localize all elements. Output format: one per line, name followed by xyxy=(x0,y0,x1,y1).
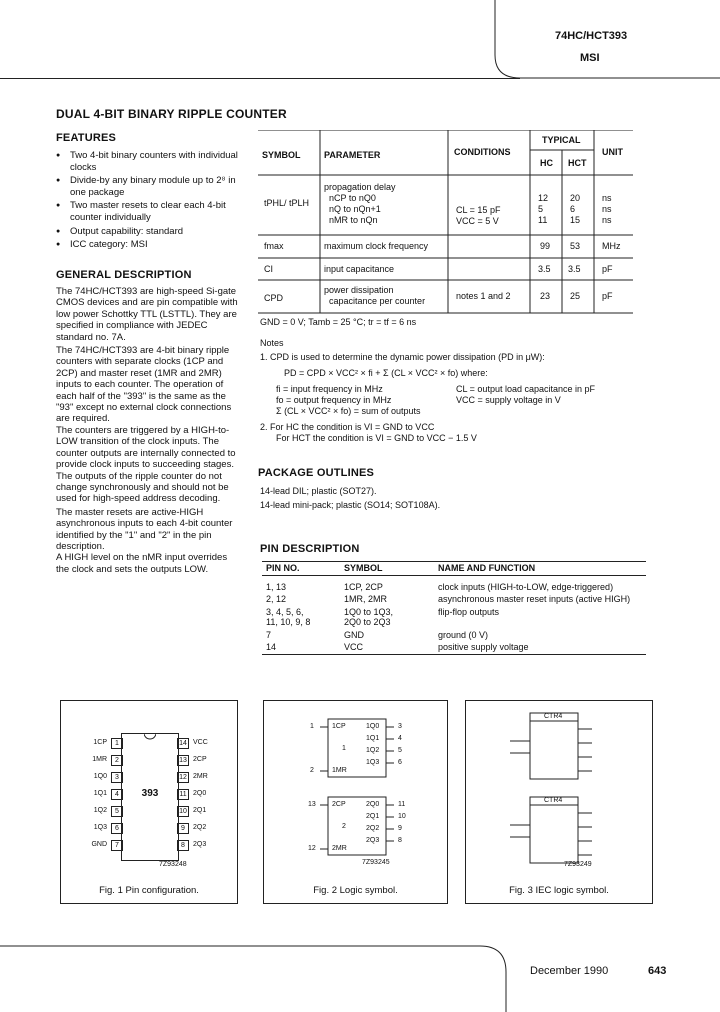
pin-symbol: VCC xyxy=(344,642,364,652)
fig2-out: 2Q0 xyxy=(366,801,380,808)
spec-row-hc: 23 xyxy=(540,291,551,301)
pin-number: 14 xyxy=(266,642,277,652)
footer-curve xyxy=(0,940,720,1012)
pin-header-function: NAME AND FUNCTION xyxy=(438,563,536,573)
spec-header-parameter: PARAMETER xyxy=(324,150,381,160)
pin-number: 1, 13 xyxy=(266,581,287,592)
pin-function: asynchronous master reset inputs (active HIGH) xyxy=(438,594,631,604)
header-rule xyxy=(0,78,520,79)
fig2-out-pin: 6 xyxy=(398,759,402,766)
fig3-caption: Fig. 3 IEC logic symbol. xyxy=(509,885,609,896)
spec-header-unit: UNIT xyxy=(602,147,623,157)
general-p3: The counters are triggered by a HIGH-to-LOW transition of the clock inputs. The counter outputs are internally connected to provide clock inputs to succeeding stages. The outputs of the ripple counter do not change synchronously and should not be used for high-speed address decoding. xyxy=(56,424,236,505)
general-p1: The 74HC/HCT393 are high-speed Si-gate CMOS devices and are pin compatible with low power Schottky TTL (LSTTL). They are specified in compliance with JEDEC standard no. 7A. xyxy=(56,286,238,343)
note-2a: 2. For HC the condition is VI = GND to VCC xyxy=(260,422,435,432)
general-heading: GENERAL DESCRIPTION xyxy=(56,269,192,281)
spec-row-symbol: fmax xyxy=(264,241,284,251)
spec-header-typical: TYPICAL xyxy=(542,135,581,145)
spec-row-parameter: propagation delay nCP to nQ0 nQ to nQn+1 nMR to nQn xyxy=(324,182,396,225)
pin-number: 3, 4, 5, 6, 11, 10, 9, 8 xyxy=(266,606,311,627)
fig1-caption: Fig. 1 Pin configuration. xyxy=(99,885,199,896)
pin-number: 13 xyxy=(177,755,189,766)
note-1: 1. CPD is used to determine the dynamic power dissipation (PD in μW): xyxy=(260,352,545,362)
feature-item: ● Two master resets to clear each 4-bit counter individually xyxy=(56,200,240,223)
general-description xyxy=(56,286,242,575)
fig2-top-mr-pin: 2 xyxy=(310,767,314,774)
spec-row-unit: pF xyxy=(602,291,613,301)
fig1-pin-configuration xyxy=(60,700,238,904)
pin-number: 3 xyxy=(111,772,123,783)
fig2-bot-mr-pin: 12 xyxy=(308,845,316,852)
fig2-out: 2Q2 xyxy=(366,825,380,832)
pin-symbol: 1Q0 to 1Q3, 2Q0 to 2Q3 xyxy=(344,606,394,627)
pin-number: 14 xyxy=(177,738,189,749)
table-row xyxy=(262,641,646,654)
fig2-bot-mr: 2MR xyxy=(332,845,347,852)
spec-header-conditions: CONDITIONS xyxy=(454,147,511,157)
package-dil: 14-lead DIL; plastic (SOT27). xyxy=(260,486,377,496)
spec-header-symbol: SYMBOL xyxy=(262,150,301,160)
pin-function: flip-flop outputs xyxy=(438,606,500,617)
note-sum: Σ (CL × VCC² × fo) = sum of outputs xyxy=(276,406,421,416)
pin-name: 1CP xyxy=(93,739,107,746)
pin-number: 1 xyxy=(111,738,123,749)
fig3-code: 7Z93249 xyxy=(564,861,592,868)
fig2-out-pin: 8 xyxy=(398,837,402,844)
table-row xyxy=(262,593,646,606)
note-cl: CL = output load capacitance in pF xyxy=(456,384,596,394)
pin-number: 8 xyxy=(177,840,189,851)
pin-number: 11 xyxy=(177,789,189,800)
fig2-out: 1Q1 xyxy=(366,735,380,742)
chip-label: 393 xyxy=(141,788,159,799)
pin-number: 7 xyxy=(266,629,272,640)
pin-number: 7 xyxy=(111,840,123,851)
category-label: MSI xyxy=(580,52,600,64)
pin-number: 6 xyxy=(111,823,123,834)
pin-symbol: 1CP, 2CP xyxy=(344,581,383,592)
pin-name: 1Q0 xyxy=(93,773,107,780)
fig2-code: 7Z93245 xyxy=(362,859,390,866)
package-minipack: 14-lead mini-pack; plastic (SO14; SOT108A). xyxy=(260,500,441,510)
feature-item: ● Divide-by any binary module up to 2⁸ in one package xyxy=(56,175,240,198)
spec-header-hc: HC xyxy=(540,158,553,168)
spec-row-hc: 99 xyxy=(540,241,551,251)
pin-number: 12 xyxy=(177,772,189,783)
fig2-out-pin: 9 xyxy=(398,825,402,832)
pin-name: 2Q3 xyxy=(193,841,207,848)
package-heading: PACKAGE OUTLINES xyxy=(258,467,375,479)
fig2-out: 1Q2 xyxy=(366,747,380,754)
spec-footer: GND = 0 V; Tamb = 25 °C; tr = tf = 6 ns xyxy=(260,317,417,327)
spec-row-hc: 12 5 11 xyxy=(538,193,549,225)
note-fi: fi = input frequency in MHz xyxy=(276,384,383,394)
fig2-bot-cp-pin: 13 xyxy=(308,801,316,808)
fig2-top-mr: 1MR xyxy=(332,767,347,774)
note-vcc: VCC = supply voltage in V xyxy=(456,395,561,405)
pin-name: 2Q2 xyxy=(193,824,207,831)
pin-name: VCC xyxy=(193,739,208,746)
fig2-bot-cp: 2CP xyxy=(332,801,346,808)
spec-header-hct: HCT xyxy=(568,158,587,168)
note-formula: PD = CPD × VCC² × fi + Σ (CL × VCC² × fo) where: xyxy=(284,368,488,378)
fig3-ctr-bottom: CTR4 xyxy=(544,797,563,804)
fig2-out: 1Q3 xyxy=(366,759,380,766)
pin-name: 2CP xyxy=(193,756,207,763)
pin-name: 2MR xyxy=(193,773,208,780)
pin-function: clock inputs (HIGH-to-LOW, edge-triggered) xyxy=(438,581,614,592)
pin-name: GND xyxy=(91,841,107,848)
general-p2: The 74HC/HCT393 are 4-bit binary ripple counters with separate clocks (1CP and 2CP) and master reset (1MR and 2MR) inputs to each counter. The operation of each half of the "393" is the same as the "93" except no external clock connections are required. xyxy=(56,345,232,425)
spec-row-parameter: maximum clock frequency xyxy=(324,241,429,251)
pin-name: 1Q3 xyxy=(93,824,107,831)
pin-name: 2Q0 xyxy=(193,790,207,797)
fig2-out: 1Q0 xyxy=(366,723,380,730)
pin-number: 9 xyxy=(177,823,189,834)
pin-number: 4 xyxy=(111,789,123,800)
feature-item: ● Output capability: standard xyxy=(56,226,240,238)
pin-header-no: PIN NO. xyxy=(266,563,300,573)
page-title: DUAL 4-BIT BINARY RIPPLE COUNTER xyxy=(56,107,287,121)
footer-date: December 1990 xyxy=(530,965,609,977)
fig2-logic-symbol xyxy=(263,700,448,904)
spec-row-hct: 53 xyxy=(570,241,581,251)
feature-item: ● Two 4-bit binary counters with individual clocks xyxy=(56,150,240,173)
part-number: 74HC/HCT393 xyxy=(555,30,628,42)
spec-row-unit: ns ns ns xyxy=(602,193,612,225)
spec-row-parameter: input capacitance xyxy=(324,264,395,274)
fig2-out-pin: 10 xyxy=(398,813,406,820)
spec-row-unit: pF xyxy=(602,264,613,274)
pin-name: 1Q2 xyxy=(93,807,107,814)
pin-desc-table xyxy=(262,561,646,655)
pin-desc-heading: PIN DESCRIPTION xyxy=(260,543,360,555)
table-row xyxy=(262,629,646,642)
fig2-out-pin: 5 xyxy=(398,747,402,754)
general-p5: A HIGH level on the nMR input overrides the clock and sets the outputs LOW. xyxy=(56,552,228,575)
pin-header-symbol: SYMBOL xyxy=(344,563,383,573)
fig2-out-pin: 11 xyxy=(398,801,406,808)
fig1-code: 7Z93248 xyxy=(159,861,187,868)
fig2-top-cp: 1CP xyxy=(332,723,346,730)
fig2-top-num: 1 xyxy=(342,745,346,752)
fig2-out-pin: 4 xyxy=(398,735,402,742)
spec-row-symbol: tPHL/ tPLH xyxy=(264,198,310,208)
note-2b: For HCT the condition is VI = GND to VCC − 1.5 V xyxy=(276,433,477,443)
pin-number: 5 xyxy=(111,806,123,817)
fig2-out: 2Q3 xyxy=(366,837,380,844)
spec-row-hc: 3.5 xyxy=(538,264,551,274)
fig3-iec-logic-symbol xyxy=(465,700,653,904)
fig2-caption: Fig. 2 Logic symbol. xyxy=(313,885,398,896)
features-list xyxy=(56,150,240,253)
spec-row-conditions: notes 1 and 2 xyxy=(456,291,511,301)
pin-function: ground (0 V) xyxy=(438,629,489,640)
spec-row-unit: MHz xyxy=(602,241,621,251)
general-p4: The master resets are active-HIGH asynchronous inputs to each 4-bit counter identified by the "1" and "2" in the pin description. xyxy=(56,506,233,552)
table-row xyxy=(262,606,646,629)
fig2-wires xyxy=(264,701,447,881)
dip-package xyxy=(121,733,179,861)
notes-heading: Notes xyxy=(260,338,284,348)
features-heading: FEATURES xyxy=(56,132,117,144)
spec-row-conditions: CL = 15 pF VCC = 5 V xyxy=(456,205,501,226)
spec-row-hct: 20 6 15 xyxy=(570,193,581,225)
spec-row-parameter: power dissipation capacitance per counter xyxy=(324,285,426,306)
fig2-out-pin: 3 xyxy=(398,723,402,730)
spec-row-hct: 3.5 xyxy=(568,264,581,274)
pin-number: 10 xyxy=(177,806,189,817)
fig3-ctr-top: CTR4 xyxy=(544,713,563,720)
spec-row-symbol: CI xyxy=(264,264,273,274)
fig2-bot-num: 2 xyxy=(342,823,346,830)
pin-symbol: GND xyxy=(344,629,364,640)
fig3-wires xyxy=(466,701,652,881)
pin-name: 2Q1 xyxy=(193,807,207,814)
fig2-out: 2Q1 xyxy=(366,813,380,820)
pin-number: 2 xyxy=(111,755,123,766)
pin-function: positive supply voltage xyxy=(438,642,529,652)
feature-item: ● ICC category: MSI xyxy=(56,239,240,251)
pin-symbol: 1MR, 2MR xyxy=(344,594,388,604)
spec-row-hct: 25 xyxy=(570,291,581,301)
pin-number: 2, 12 xyxy=(266,594,287,604)
page-number: 643 xyxy=(648,965,667,977)
fig2-top-cp-pin: 1 xyxy=(310,723,314,730)
pin-name: 1MR xyxy=(92,756,107,763)
spec-row-symbol: CPD xyxy=(264,293,284,303)
note-fo: fo = output frequency in MHz xyxy=(276,395,392,405)
pin-name: 1Q1 xyxy=(93,790,107,797)
table-row xyxy=(262,575,646,593)
